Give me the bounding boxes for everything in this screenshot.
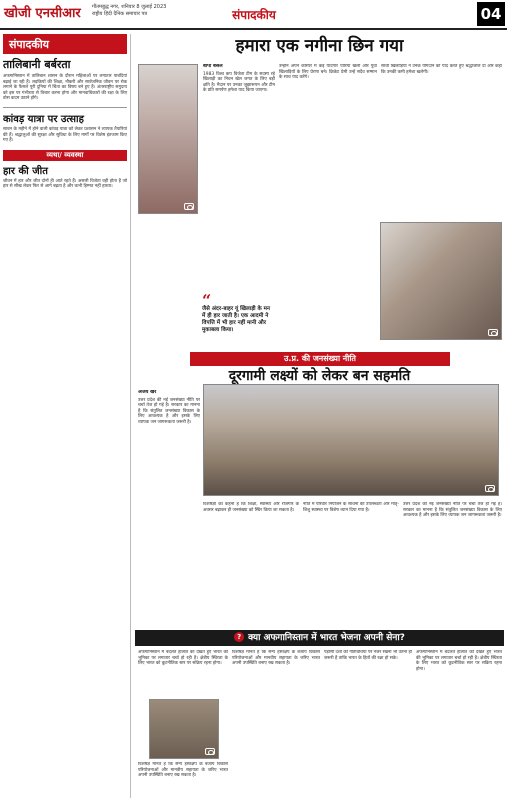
afghanistan-headline: क्या अफगानिस्तान में भारत भेजना अपनी सेना? (248, 633, 405, 643)
main-area (135, 34, 504, 779)
pull-quote-text: जैसे अंदर-बाहर यूं खिलाड़ी के मन में ही हार जाती है। एक आदमी ने विपत्ति में भी हार नहीं मानी और मुकाबला किया। (202, 306, 270, 333)
afghan-text-col-2: विशेषज्ञ मानते हैं कि सैन्य हस्तक्षेप के बजाय विकास परियोजनाओं और मानवीय सहायता के जरिए भारत अपनी उपस्थिति बनाए रख सकता है। (232, 650, 320, 667)
pull-quote (202, 291, 272, 334)
afghan-text-col-1b: विशेषज्ञ मानते हैं कि सैन्य हस्तक्षेप के बजाय विकास परियोजनाओं और मानवीय सहायता के जरिए भारत अपनी उपस्थिति बनाए रख सकता है। (138, 762, 228, 779)
page-number: 04 (477, 2, 505, 26)
camera-icon (205, 748, 215, 755)
dateline-date: गौतमबुद्ध नगर, शनिवार 8 जुलाई 2023 (92, 4, 167, 10)
masthead (0, 0, 507, 30)
afghanistan-headline-banner (135, 630, 504, 646)
editorial-sub-title: कांवड़ यात्रा पर उत्साह (3, 107, 127, 125)
lead-headline: हमारा एक नगीना छिन गया (235, 36, 404, 56)
afghan-photo (149, 699, 219, 759)
editorial-column (3, 34, 131, 798)
lead-text-col-3: साथी खिलाड़ियों ने उनके योगदान को याद करते हुए श्रद्धांजलि दी और कहा कि उनकी कमी हमेशा खलेगी। (381, 64, 502, 75)
dateline-tagline: राष्ट्रीय हिंदी दैनिक समाचार पत्र (92, 11, 148, 17)
lead-text-col-2: उन्होंने अपने करियर में कई यादगार पारियां खेलीं और युवा खिलाड़ियों के लिए प्रेरणा बने। क्रिकेट प्रेमी उन्हें सदैव सम्मान के साथ याद करेंगे। (279, 64, 377, 81)
camera-icon (488, 329, 498, 336)
lead-text-col-1 (203, 64, 275, 290)
afghan-text-col-4: अफगानिस्तान में बदलते हालात को देखते हुए भारत की भूमिका पर लगातार चर्चा हो रही है। क्षेत्रीय स्थिरता के लिए भारत को कूटनीतिक स्तर पर सक्रिय रहना होगा। (416, 650, 502, 672)
editorial-sub-body: सावन के महीने में होने वाली कांवड़ यात्रा को लेकर प्रशासन ने व्यापक तैयारियां की हैं। श्रद्धालुओं की सुरक्षा और सुविधा के लिए मार्गों पर विशेष इंतजाम किए गए हैं। (3, 126, 127, 144)
population-body-1: उत्तर प्रदेश की नई जनसंख्या नीति पर चर्चा तेज हो गई है। सरकार का मानना है कि संतुलित जनसंख्या विकास के लिए आवश्यक है और इसके लिए व्यापक जन जागरूकता जरूरी है। (138, 397, 200, 425)
population-text-col-3: नीति में परिवार नियोजन के साधनों की उपलब्धता और मातृ-शिशु स्वास्थ्य पर विशेष ध्यान दिया गया है। (303, 502, 399, 513)
camera-icon (184, 203, 194, 210)
editorial-sub2-title: हार की जीत (3, 165, 48, 177)
lead-body-1: 1983 विश्व कप विजेता टीम के सदस्य रहे खिलाड़ी का निधन खेल जगत के लिए बड़ी क्षति है। मैदान पर उनका जुझारूपन और टीम के प्रति समर्पण हमेशा याद किया जाएगा। (203, 71, 275, 94)
editorial-body: अफगानिस्तान में तालिबान शासन के दौरान महिलाओं पर लगातार पाबंदियां बढ़ाई जा रही हैं। लड़कियों की शिक्षा, नौकरी और सार्वजनिक जीवन पर रोक लगाने के फैसले पूरी दुनिया में चिंता का विषय बने हुए हैं। अंतरराष्ट्रीय समुदाय को इस पर गंभीरता से विचार करना होगा और मानवाधिकारों की रक्षा के लिए ठोस कदम उठाने होंगे। (3, 74, 127, 102)
section-title: संपादकीय (232, 8, 276, 22)
newspaper-logo: खोजी एनसीआर (4, 6, 81, 21)
editorial-sub2-body: जीवन में हार और जीत दोनों ही आते रहते हैं। असली विजेता वही होता है जो हार से सीख लेकर फिर से आगे बढ़ता है और कभी हिम्मत नहीं हारता। (3, 178, 127, 190)
quote-mark-icon: “ (202, 291, 212, 310)
dateline (92, 4, 166, 18)
population-section-bar: उ.प्र. की जनसंख्या नीति (190, 352, 450, 366)
editorial-box-title: संपादकीय (3, 34, 127, 54)
camera-icon (485, 485, 495, 492)
column-label-bar: व्यथा/ व्यवस्था (3, 150, 127, 161)
question-icon: ? (234, 632, 244, 642)
lead-byline: बीपी बंसल (203, 64, 223, 69)
lead-photo (138, 64, 198, 214)
population-byline: अजय खरे (138, 390, 157, 395)
afghan-text-col-1: अफगानिस्तान में बदलते हालात को देखते हुए भारत की भूमिका पर लगातार चर्चा हो रही है। क्षेत्रीय स्थिरता के लिए भारत को कूटनीतिक स्तर पर सक्रिय रहना होगा। (138, 650, 228, 667)
population-text-col-2: विशेषज्ञों का कहना है कि शिक्षा, स्वास्थ्य और रोजगार के अवसर बढ़ाकर ही जनसंख्या को स्थिर किया जा सकता है। (203, 502, 299, 513)
editorial-title: तालिबानी बर्बरता (3, 58, 71, 71)
population-text-col-1 (138, 390, 200, 626)
population-text-col-4: उत्तर प्रदेश की नई जनसंख्या नीति पर चर्चा तेज हो गई है। सरकार का मानना है कि संतुलित जनसंख्या विकास के लिए आवश्यक है और इसके लिए व्यापक जन जागरूकता जरूरी है। (403, 502, 502, 519)
population-headline: दूरगामी लक्ष्यों को लेकर बन सहमति (228, 368, 411, 384)
afghan-text-col-3: पड़ोसी देशों की गतिविधियों पर नजर रखना भी उतना ही जरूरी है ताकि भारत के हितों की रक्षा हो सके। (324, 650, 412, 661)
lead-team-photo (380, 222, 502, 340)
crowd-photo (203, 384, 499, 496)
